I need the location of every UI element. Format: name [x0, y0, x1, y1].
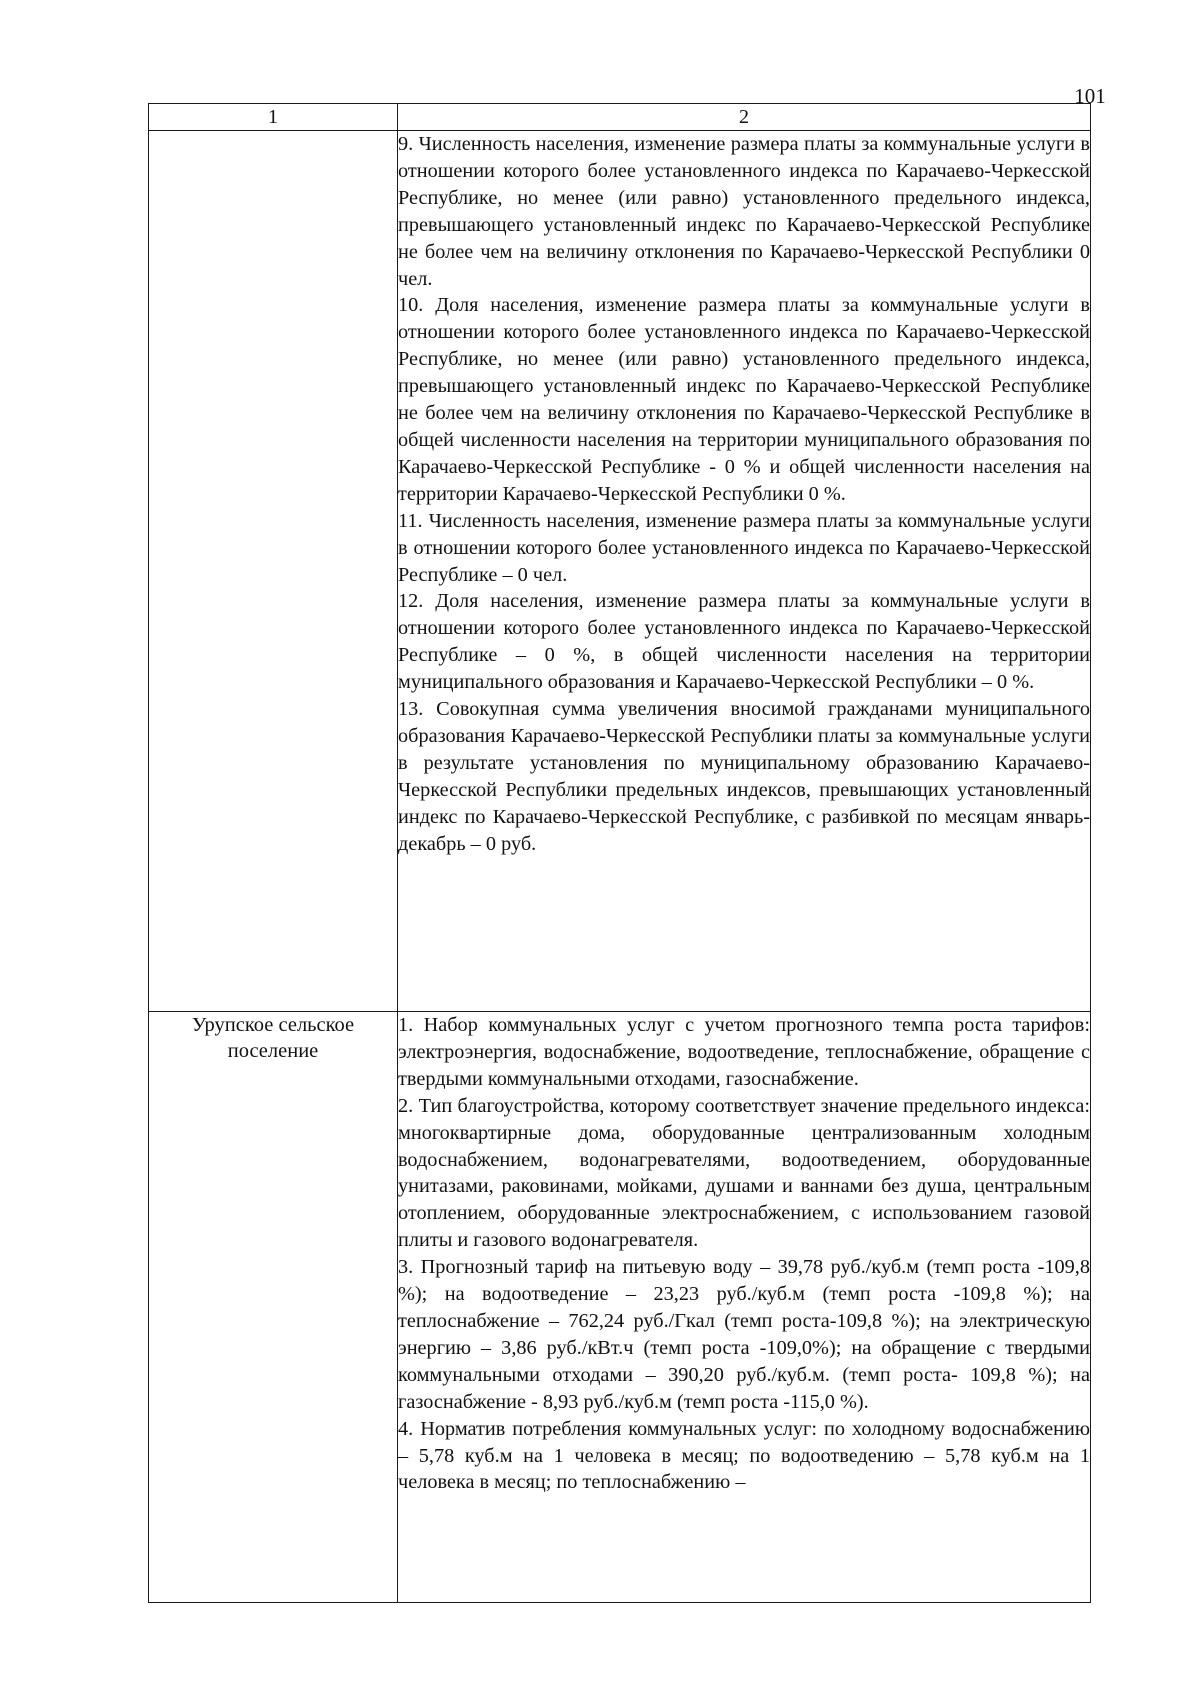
table-row	[149, 131, 1091, 1012]
table-row	[149, 1012, 1091, 1603]
header-cell-2	[398, 104, 1091, 131]
header-cell-1	[149, 104, 398, 131]
table-header-row	[149, 104, 1091, 131]
indicator-item: 13. Совокупная сумма увеличения вносимой гражданами муниципального образования Карачаево-Черкесской Республики платы за коммунальные услуги в результате установления по муниципальному образованию Карачаево-Черкесской Республики предельных индексов, превышающих установленный индекс по Карачаево-Черкесской Республике, с разбивкой по месяцам январь-декабрь – 0 руб.	[398, 698, 1090, 855]
indicator-item: 11. Численность населения, изменение размера платы за коммунальные услуги в отношении которого более установленного индекса по Карачаево-Черкесской Республике – 0 чел.	[398, 509, 1090, 586]
header-col-2-label: 2	[739, 106, 749, 128]
header-col-1-label: 1	[268, 106, 278, 128]
page-number: 101	[1074, 84, 1106, 108]
indicator-item: 2. Тип благоустройства, которому соответствует значение предельного индекса: многоквартирные дома, оборудованные централизованным холодным водоснабжением, водонагревателями, водоотведением, оборудованные унитазами, раковинами, мойками, душами и ваннами без душа, центральным отоплением, оборудованные электроснабжением, с использованием газовой плиты и газового водонагревателя.	[398, 1094, 1090, 1252]
indicator-item: 4. Норматив потребления коммунальных услуг: по холодному водоснабжению – 5,78 куб.м на 1 человека в месяц; по водоотведению – 5,78 куб.м на 1 человека в месяц; по теплоснабжению –	[398, 1417, 1090, 1494]
indicator-item: 1. Набор коммунальных услуг с учетом прогнозного темпа роста тарифов: электроэнергия, водоснабжение, водоотведение, теплоснабжение, обращение с твердыми коммунальными отходами, газоснабжение.	[398, 1014, 1090, 1090]
indicator-item: 10. Доля населения, изменение размера платы за коммунальные услуги в отношении которого более установленного индекса по Карачаево-Черкесской Республике, но менее (или равно) установленного предельного индекса, превышающего установленный индекс по Карачаево-Черкесской Республике не более чем на величину отклонения по Карачаево-Черкесской Республике в общей численности населения на территории муниципального образования по Карачаево-Черкесской Республике - 0 % и общей численности населения на территории Карачаево-Черкесской Республики 0 %.	[398, 294, 1090, 505]
indicator-item: 9. Численность населения, изменение размера платы за коммунальные услуги в отношении которого более установленного индекса по Карачаево-Черкесской Республике, но менее (или равно) установленного предельного индекса, превышающего установленный индекс по Карачаево-Черкесской Республике не более чем на величину отклонения по Карачаево-Черкесской Республики 0 чел.	[398, 133, 1090, 290]
indicator-item: 12. Доля населения, изменение размера платы за коммунальные услуги в отношении которого более установленного индекса по Карачаево-Черкесской Республике – 0 %, в общей численности населения на территории муниципального образования и Карачаево-Черкесской Республики – 0 %.	[398, 590, 1090, 694]
indicator-item: 3. Прогнозный тариф на питьевую воду – 39,78 руб./куб.м (темп роста -109,8 %); на водоотведение – 23,23 руб./куб.м (темп роста -109,8 %); на теплоснабжение – 762,24 руб./Гкал (темп роста-109,8 %); на электрическую энергию – 3,86 руб./кВт.ч (темп роста -109,0%); на обращение с твердыми коммунальными отходами – 390,20 руб./куб.м. (темп роста- 109,8 %); на газоснабжение - 8,93 руб./куб.м (темп роста -115,0 %).	[398, 1256, 1090, 1413]
municipality-label: Урупское сельское поселение	[191, 1014, 355, 1062]
municipality-cell	[149, 131, 398, 1012]
indicators-cell	[398, 1012, 1091, 1603]
indicators-cell	[398, 131, 1091, 1012]
municipality-cell	[149, 1012, 398, 1603]
indices-table	[148, 103, 1091, 1603]
